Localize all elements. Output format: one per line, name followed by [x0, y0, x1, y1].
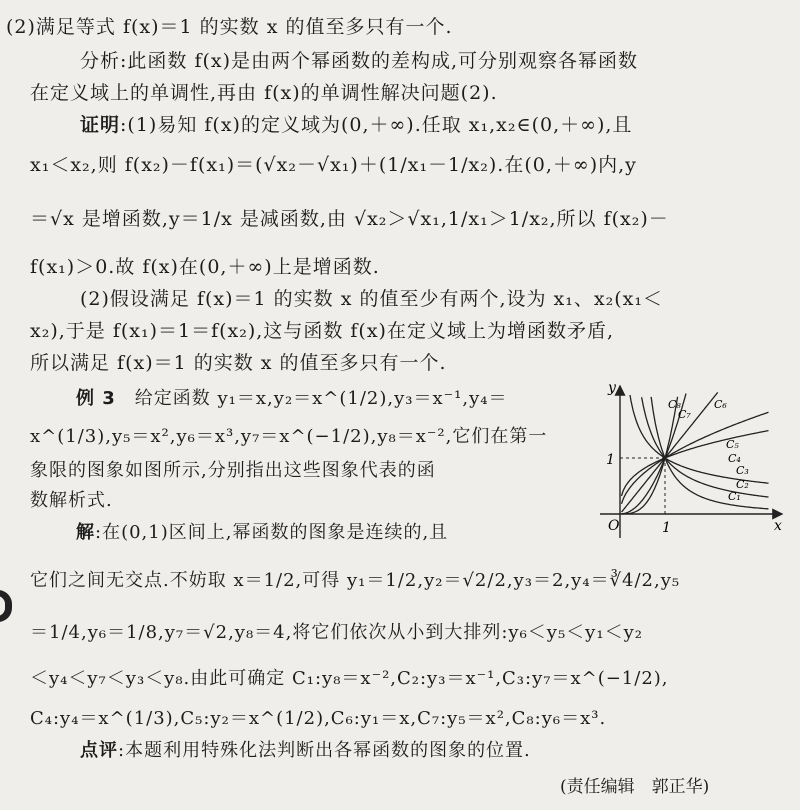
example-paragraph	[76, 386, 508, 412]
text-line: 给定函数 y₁＝x,y₂＝x^(1/2),y₃＝x⁻¹,y₄＝	[134, 388, 508, 409]
text-line: C₄:y₄＝x^(1/3),C₅:y₂＝x^(1/2),C₆:y₁＝x,C₇:y₅＝x²,C₈:y₆＝x³.	[30, 708, 607, 729]
text-line: 分析:此函数 f(x)是由两个幂函数的差构成,可分别观察各幂函数	[80, 50, 639, 72]
text-line: 它们之间无交点.不妨取 x＝1/2,可得 y₁＝1/2,y₂＝√2/2,y₃＝2,y₄＝∛4/2,y₅	[30, 570, 681, 591]
text-line: (2)满足等式 f(x)＝1 的实数 x 的值至多只有一个.	[6, 16, 453, 38]
x-one-label: 1	[662, 520, 671, 536]
text-line: x^(1/3),y₅＝x²,y₆＝x³,y₇＝x^(−1/2),y₈＝x⁻²,它们在第一	[30, 426, 548, 447]
text-line: ＝√x 是增函数,y＝1/x 是减函数,由 √x₂＞√x₁,1/x₁＞1/x₂,所以 f(x₂)－	[30, 208, 669, 230]
y-one-label: 1	[606, 452, 615, 468]
curve-label-c8: C₈	[668, 398, 681, 411]
power-function-graph	[590, 378, 790, 548]
text-line: f(x₁)＞0.故 f(x)在(0,＋∞)上是增函数.	[30, 256, 380, 278]
text-line: ＝1/4,y₆＝1/8,y₇＝√2,y₈＝4,将它们依次从小到大排列:y₆＜y₅＜y₁＜y₂	[30, 622, 643, 643]
curve-label-c3: C₃	[736, 464, 749, 477]
curve-label-c5: C₅	[726, 438, 739, 451]
text-line: x₂),于是 f(x₁)＝1＝f(x₂),这与函数 f(x)在定义域上为增函数矛盾,	[30, 320, 614, 342]
solution-paragraph	[76, 520, 448, 546]
editor-credit: (责任编辑 郭正华)	[560, 777, 710, 797]
y-axis-label: y	[608, 380, 616, 396]
x-axis-label: x	[774, 518, 782, 534]
text-line: :在(0,1)区间上,幂函数的图象是连续的,且	[95, 522, 449, 543]
proof-label: 证明	[80, 114, 121, 136]
curve-label-c6: C₆	[714, 398, 727, 411]
text-line: (2)假设满足 f(x)＝1 的实数 x 的值至少有两个,设为 x₁、x₂(x₁＜	[80, 288, 663, 310]
text-line: 在定义域上的单调性,再由 f(x)的单调性解决问题(2).	[30, 82, 498, 104]
curve-label-c2: C₂	[736, 478, 749, 491]
comment-paragraph	[80, 738, 531, 764]
text-line: x₁＜x₂,则 f(x₂)－f(x₁)＝(√x₂－√x₁)＋(1/x₁－1/x₂).在(0,＋∞)内,y	[30, 154, 637, 176]
curve-label-c4: C₄	[728, 452, 741, 465]
curve-label-c1: C₁	[728, 490, 741, 503]
text-line: :(1)易知 f(x)的定义域为(0,＋∞).任取 x₁,x₂∈(0,＋∞),且	[120, 114, 633, 136]
curves-group	[622, 392, 769, 514]
curve-label-c7: C₇	[678, 408, 691, 421]
solution-label: 解	[76, 522, 95, 543]
origin-label: O	[608, 518, 620, 534]
text-line: ＜y₄＜y₇＜y₃＜y₈.由此可确定 C₁:y₈＝x⁻²,C₂:y₃＝x⁻¹,C₃:y₇＝x^(−1/2),	[30, 668, 669, 689]
text-line: 所以满足 f(x)＝1 的实数 x 的值至多只有一个.	[30, 352, 447, 374]
text-line: 数解析式.	[30, 490, 113, 511]
comment-label: 点评	[80, 740, 118, 761]
curve-labels	[668, 398, 749, 503]
text-line: 象限的图象如图所示,分别指出这些图象代表的函	[30, 460, 436, 481]
text-line: :本题利用特殊化法判断出各幂函数的图象的位置.	[118, 740, 531, 761]
example-label: 例 3	[76, 388, 116, 409]
page-edge-tab	[0, 590, 12, 622]
proof-paragraph	[80, 112, 632, 138]
